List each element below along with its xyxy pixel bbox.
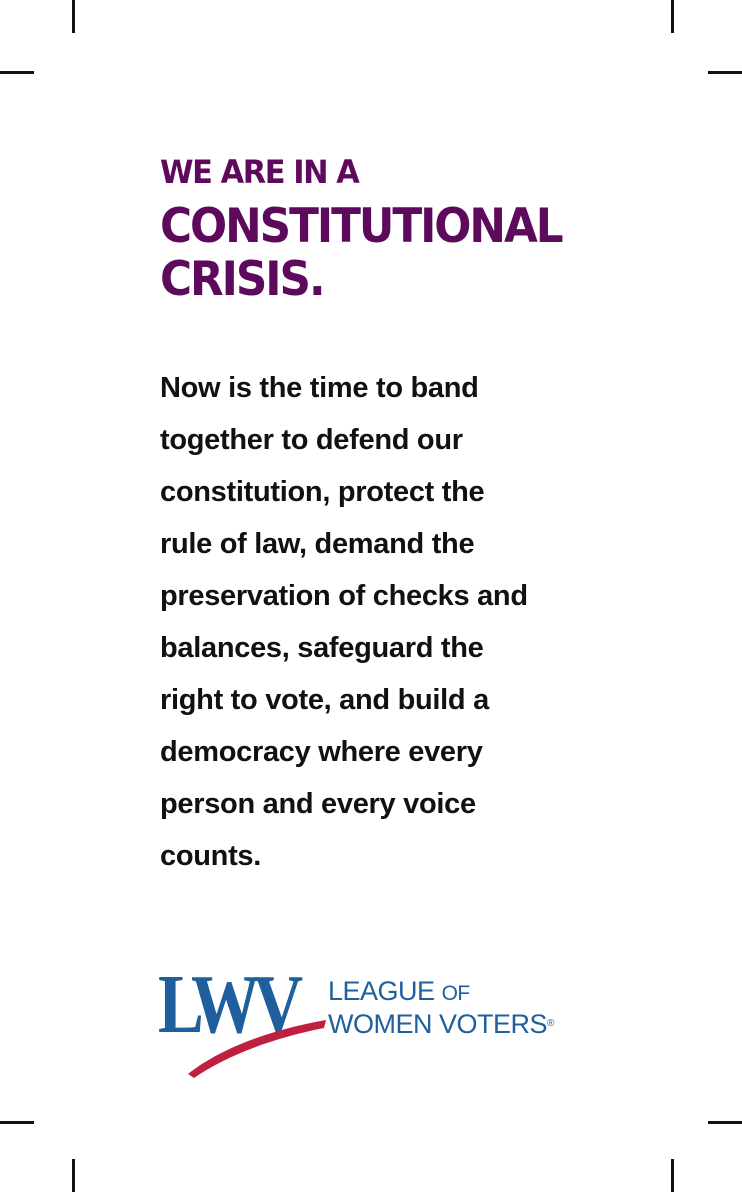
registered-mark: ® — [547, 1018, 554, 1029]
body-line: preservation of checks and — [160, 580, 528, 612]
crop-mark-top-right-vertical — [671, 0, 674, 33]
body-line: together to defend our — [160, 424, 463, 456]
headline-line-1: CONSTITUTIONAL — [160, 199, 562, 254]
crop-mark-bottom-right-vertical — [671, 1159, 674, 1192]
crop-mark-bottom-left-horizontal — [0, 1121, 34, 1124]
crop-mark-top-right-horizontal — [708, 71, 742, 74]
crop-mark-bottom-left-vertical — [72, 1159, 75, 1192]
body-line: counts. — [160, 840, 262, 872]
headline-block — [160, 150, 600, 306]
body-line: person and every voice — [160, 788, 476, 820]
body-line: Now is the time to band — [160, 372, 479, 404]
logo-word-of: OF — [441, 982, 470, 1005]
logo-wordmark — [328, 976, 554, 1039]
lwv-logo — [158, 962, 578, 1080]
headline — [160, 200, 569, 306]
logo-word-women-voters: WOMEN VOTERS — [328, 1009, 548, 1039]
body-line: right to vote, and build a — [160, 684, 489, 716]
body-line: rule of law, demand the — [160, 528, 475, 560]
body-line: democracy where every — [160, 736, 483, 768]
kicker-text: WE ARE IN A — [160, 153, 359, 191]
crop-mark-bottom-right-horizontal — [708, 1121, 742, 1124]
body-line: balances, safeguard the — [160, 632, 484, 664]
lwv-logo-mark — [158, 962, 328, 1080]
headline-line-2: CRISIS. — [160, 252, 324, 307]
lwv-logo-letters: LWV — [158, 962, 297, 1051]
crop-mark-top-left-vertical — [72, 0, 75, 33]
body-line: constitution, protect the — [160, 476, 485, 508]
logo-word-league: LEAGUE — [328, 976, 435, 1006]
crop-mark-top-left-horizontal — [0, 71, 34, 74]
body-paragraph — [160, 362, 580, 882]
